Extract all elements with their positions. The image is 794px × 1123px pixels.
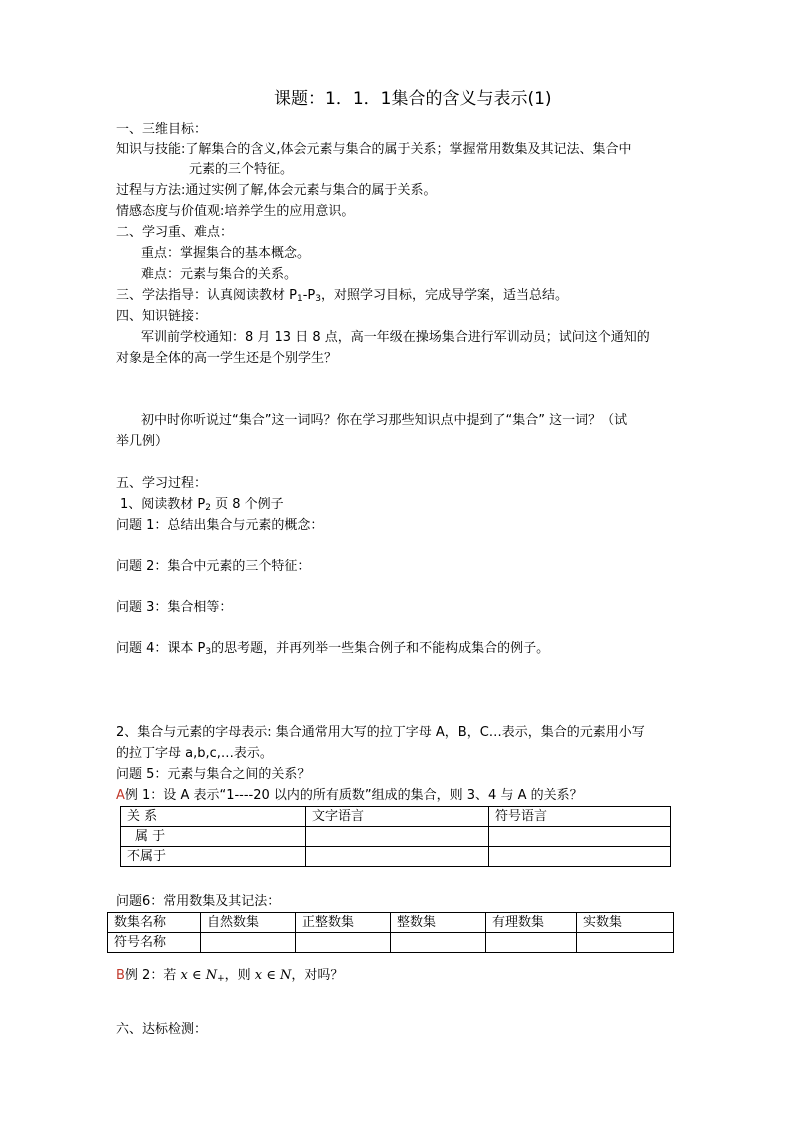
knowledge-skills-line: 知识与技能:了解集合的含义,体会元素与集合的属于关系；掌握常用数集及其记法、集合中: [116, 142, 632, 157]
page-title: 课题：1．1．1集合的含义与表示(1): [274, 89, 552, 109]
example-2: B例 2：若 x ∈ $N_+$，则 x ∈ N，对吗？: [116, 968, 344, 984]
table-row: [121, 807, 671, 827]
table-cell[interactable]: [201, 933, 296, 953]
table-header-cell: 数集名称: [108, 913, 201, 933]
level-mark-a: A: [116, 788, 125, 803]
letter-notation-line: 2、集合与元素的字母表示: 集合通常用大写的拉丁字母 A，B，C…表示，集合的元素用小写: [116, 725, 645, 740]
table-cell[interactable]: [306, 827, 489, 847]
section-4-heading: 四、知识链接：: [116, 309, 208, 324]
table-cell[interactable]: [486, 933, 577, 953]
table-header-cell: 符号语言: [489, 807, 671, 827]
table-cell[interactable]: [489, 827, 671, 847]
table-cell[interactable]: [577, 933, 674, 953]
table-cell: 不属于: [121, 847, 306, 867]
section-1-heading: 一、三维目标：: [116, 122, 208, 137]
table-row: [121, 827, 671, 847]
table-cell: 符号名称: [108, 933, 201, 953]
table-header-cell: 正整数集: [296, 913, 391, 933]
question-4: 问题 4：课本 $P_3$的思考题，并再列举一些集合例子和不能构成集合的例子。: [116, 641, 550, 657]
question-2: 问题 2：集合中元素的三个特征：: [116, 559, 311, 574]
example-1: A例 1：设 A 表示“1----20 以内的所有质数”组成的集合，则 3、4 与 A 的关系？: [116, 788, 583, 803]
paragraph-junior-high: 初中时你听说过“集合”这一词吗？你在学习那些知识点中提到了“集合” 这一词？（试: [141, 413, 628, 428]
number-set-table: [107, 912, 674, 953]
table-header-cell: 实数集: [577, 913, 674, 933]
paragraph-junior-high-2: 举几例）: [116, 434, 169, 449]
question-5: 问题 5：元素与集合之间的关系？: [116, 767, 311, 782]
knowledge-skills-line-2: 元素的三个特征。: [189, 162, 294, 177]
paragraph-military-training: 军训前学校通知：8 月 13 日 8 点，高一年级在操场集合进行军训动员；试问这个通知的: [141, 330, 650, 345]
question-1: 问题 1：总结出集合与元素的概念：: [116, 518, 324, 533]
level-mark-b: B: [116, 968, 125, 983]
table-cell[interactable]: [296, 933, 391, 953]
table-header-cell: 整数集: [391, 913, 486, 933]
table-cell[interactable]: [391, 933, 486, 953]
question-3: 问题 3：集合相等：: [116, 600, 233, 615]
table-row: [108, 933, 674, 953]
table-header-cell: 有理数集: [486, 913, 577, 933]
attitude-values-line: 情感态度与价值观:培养学生的应用意识。: [116, 204, 355, 219]
process-method-line: 过程与方法:通过实例了解,体会元素与集合的属于关系。: [116, 183, 437, 198]
table-cell[interactable]: [306, 847, 489, 867]
table-header-cell: 自然数集: [201, 913, 296, 933]
paragraph-military-training-2: 对象是全体的高一学生还是个别学生？: [116, 351, 338, 366]
reading-task-1: 1、阅读教材 $P_2$ 页 8 个例子: [120, 497, 284, 513]
relation-table: [120, 806, 671, 867]
section-2-heading: 二、学习重、难点：: [116, 225, 234, 240]
section-6-heading: 六、达标检测：: [116, 1022, 208, 1037]
letter-notation-line-2: 的拉丁字母 a,b,c,…表示。: [116, 746, 273, 761]
section-5-heading: 五、学习过程：: [116, 476, 208, 491]
table-cell[interactable]: [489, 847, 671, 867]
difficulty-line: 难点：元素与集合的关系。: [141, 267, 298, 282]
key-point-line: 重点：掌握集合的基本概念。: [141, 246, 311, 261]
table-cell: 属 于: [121, 827, 306, 847]
table-header-cell: 文字语言: [306, 807, 489, 827]
question-6: 问题6：常用数集及其记法：: [116, 894, 281, 909]
table-row: [108, 913, 674, 933]
table-row: [121, 847, 671, 867]
table-header-cell: 关 系: [121, 807, 306, 827]
section-3-heading: 三、学法指导：认真阅读教材 $P_1-P_3$，对照学习目标，完成导学案，适当总结。: [116, 288, 568, 304]
